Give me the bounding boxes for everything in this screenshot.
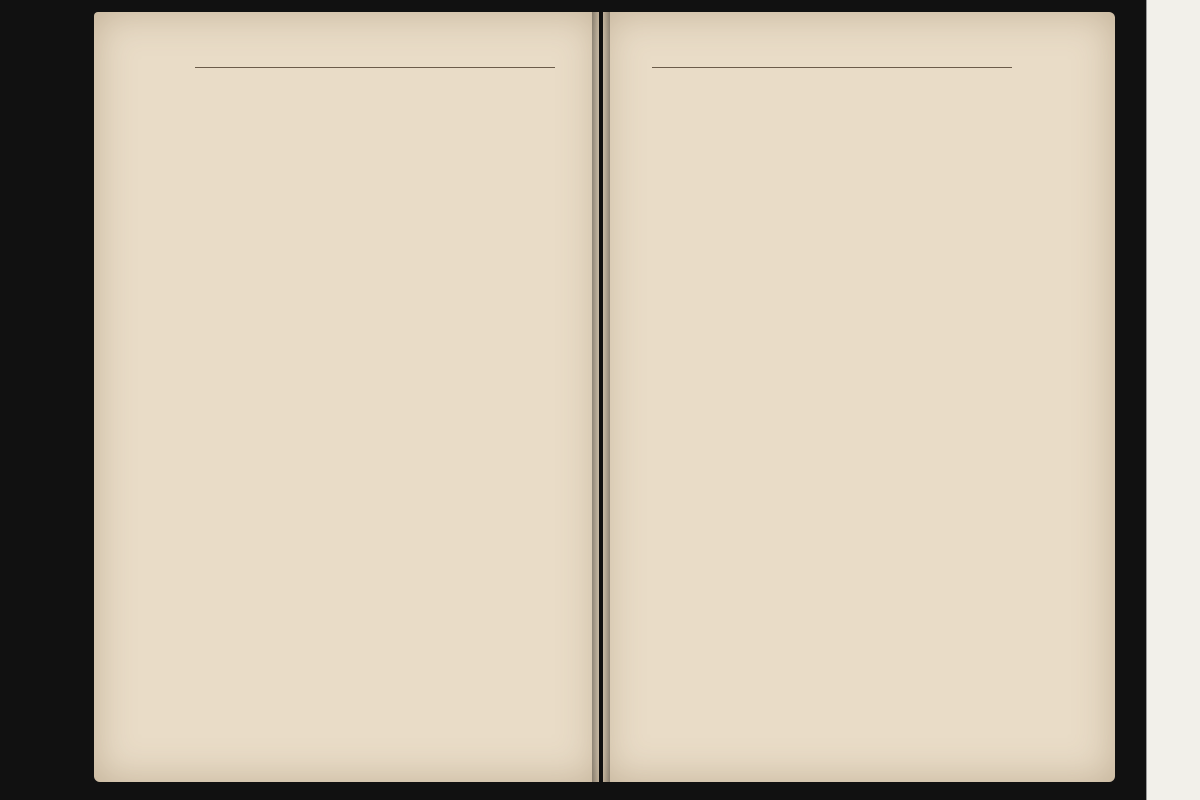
measuring-ruler bbox=[1146, 0, 1200, 800]
left-page bbox=[94, 12, 599, 782]
left-header-rule bbox=[195, 67, 555, 68]
book-gutter bbox=[592, 12, 610, 782]
right-header-rule bbox=[652, 67, 1012, 68]
right-page bbox=[603, 12, 1115, 782]
